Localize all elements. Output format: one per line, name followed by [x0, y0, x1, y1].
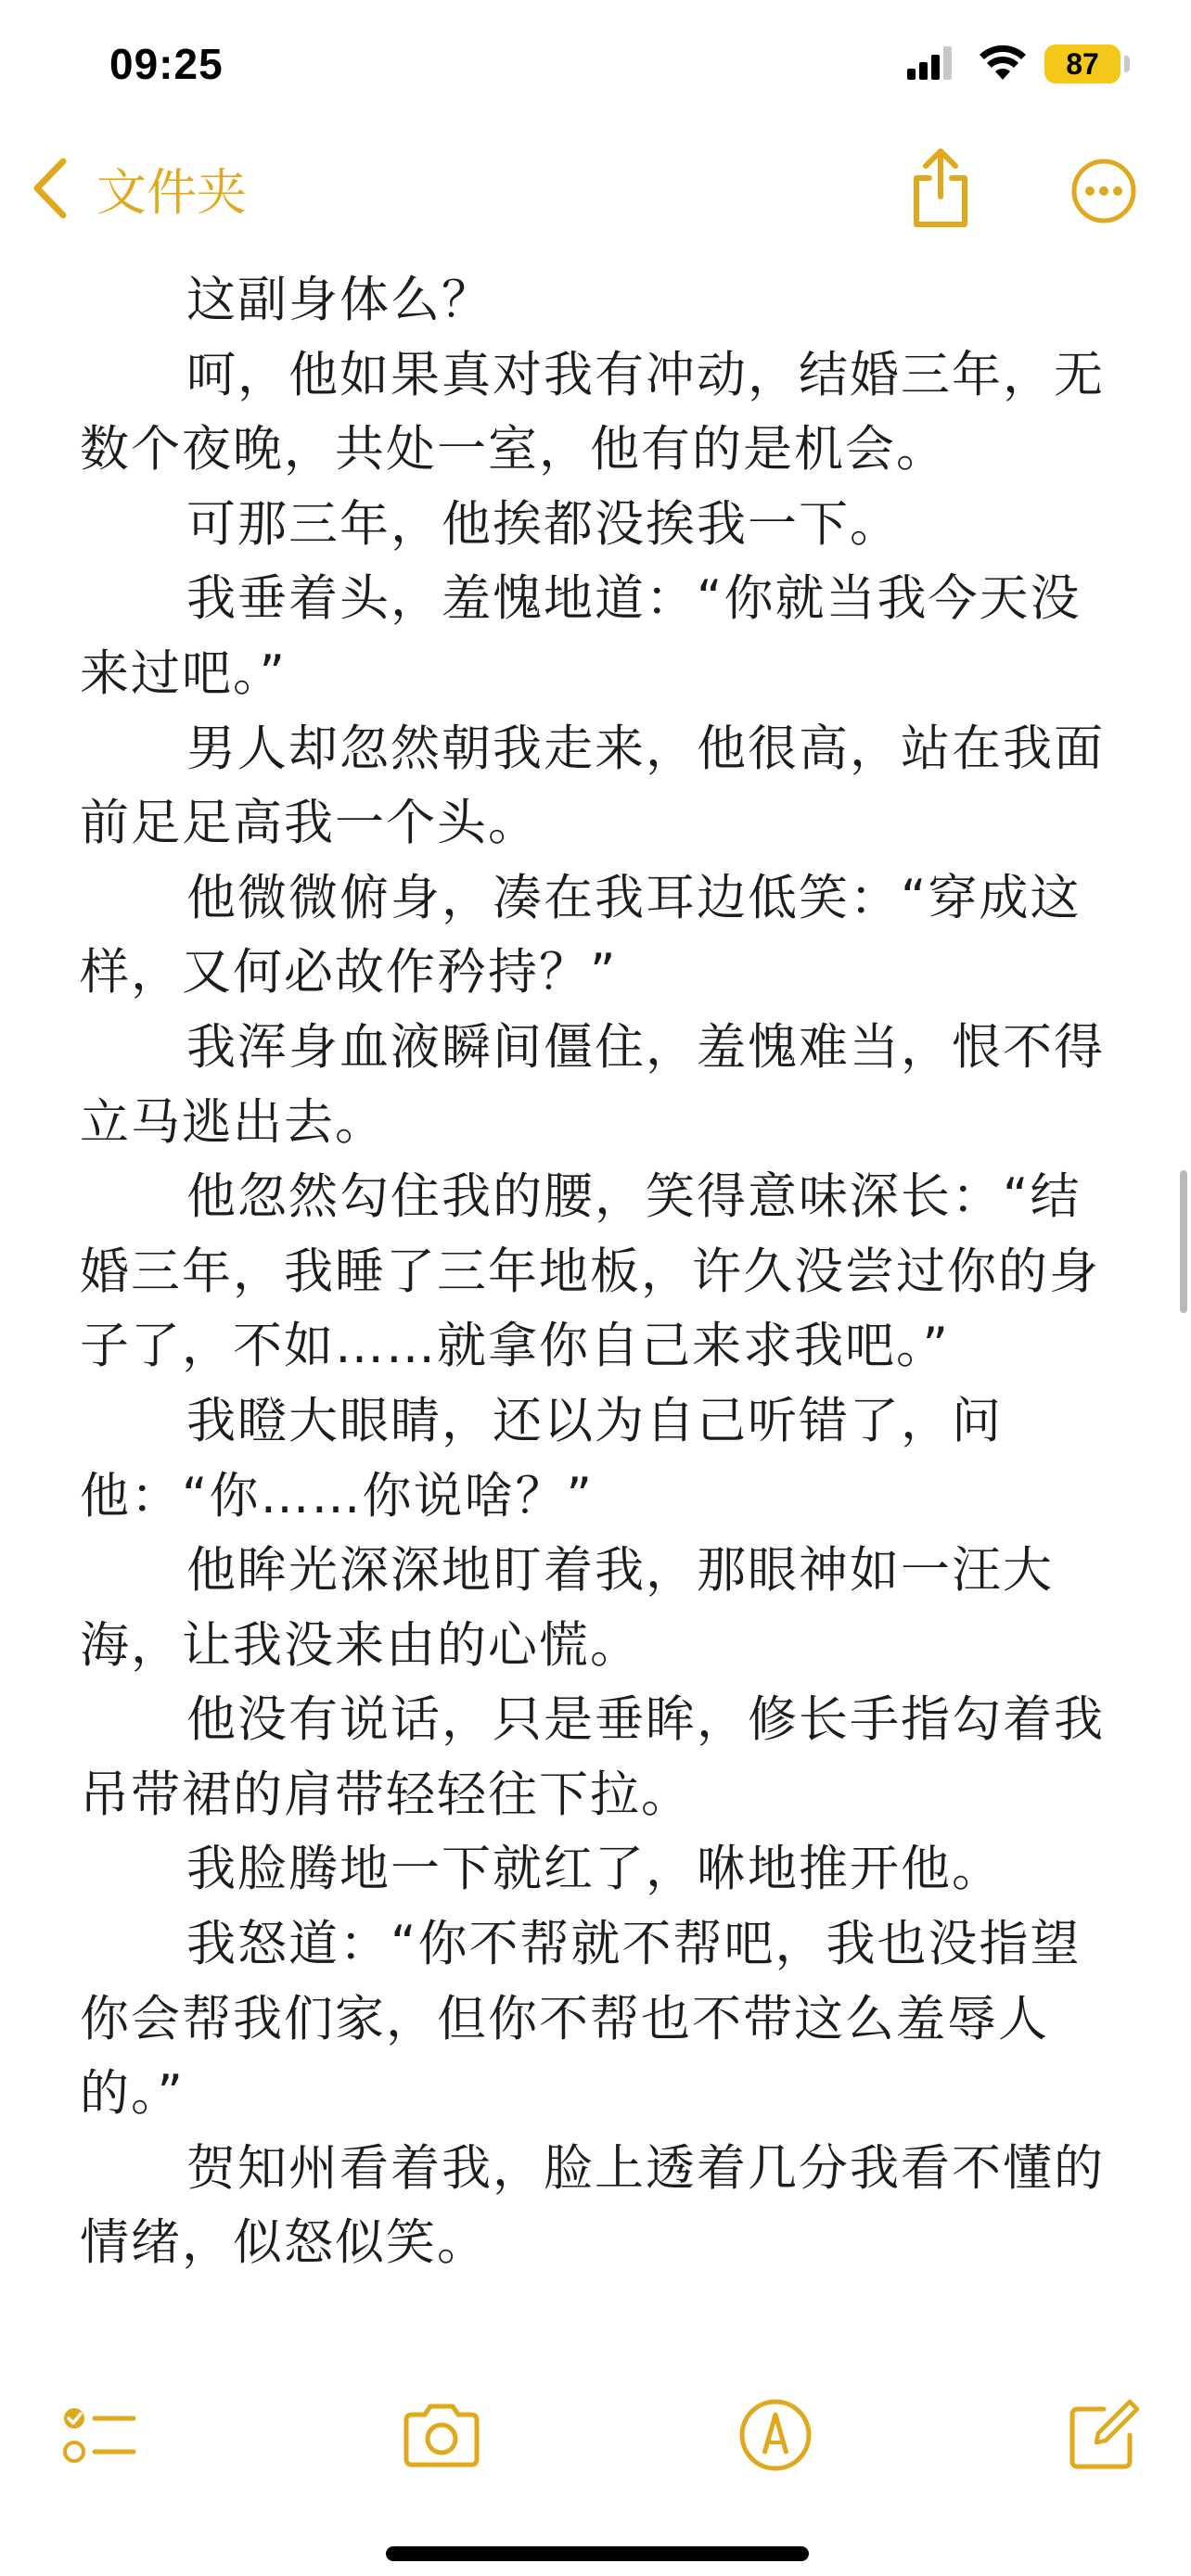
back-button-label: 文件夹 — [96, 162, 247, 222]
chevron-left-icon — [32, 158, 69, 219]
note-paragraph: 我垂着头，羞愧地道：“你就当我今天没来过吧。” — [80, 570, 1082, 702]
note-paragraph: 他忽然勾住我的腰，笑得意味深长：“结婚三年，我睡了三年地板，许久没尝过你的身子了，不如……就拿你自己来求我吧。” — [80, 1168, 1100, 1375]
share-icon[interactable] — [907, 147, 974, 230]
note-paragraph: 呵，他如果真对我有冲动，结婚三年，无数个夜晚，共处一室，他有的是机会。 — [80, 346, 1105, 478]
signal-icon — [907, 46, 954, 80]
battery-icon — [1044, 45, 1121, 83]
status-bar — [0, 0, 1191, 130]
battery-tip — [1124, 56, 1130, 72]
note-paragraph: 男人却忽然朝我走来，他很高，站在我面前足足高我一个头。 — [80, 720, 1105, 852]
wifi-icon — [978, 45, 1028, 82]
note-paragraph: 这副身体么？ — [186, 272, 493, 328]
camera-icon[interactable] — [399, 2396, 484, 2474]
checklist-icon[interactable] — [59, 2396, 137, 2474]
note-paragraph: 我瞪大眼睛，还以为自己听错了，问他：“你……你说啥？” — [80, 1392, 1003, 1524]
note-paragraph: 我浑身血液瞬间僵住，羞愧难当，恨不得立马逃出去。 — [80, 1018, 1105, 1151]
back-button[interactable] — [32, 156, 247, 221]
note-paragraph: 贺知州看着我，脸上透着几分我看不懂的情绪，似怒似笑。 — [80, 2139, 1105, 2272]
navigation-bar — [0, 130, 1191, 250]
note-paragraph: 可那三年，他挨都没挨我一下。 — [186, 495, 901, 553]
note-paragraph: 他微微俯身，凑在我耳边低笑：“穿成这样，又何必故作矜持？” — [80, 869, 1082, 1001]
note-paragraph: 他没有说话，只是垂眸，修长手指勾着我吊带裙的肩带轻轻往下拉。 — [80, 1691, 1105, 1823]
status-time: 09:25 — [109, 40, 224, 88]
markup-icon[interactable] — [736, 2396, 814, 2474]
note-paragraph: 他眸光深深地盯着我，那眼神如一汪大海，让我没来由的心慌。 — [80, 1542, 1054, 1674]
scroll-indicator[interactable] — [1180, 1170, 1187, 1313]
compose-icon[interactable] — [1065, 2396, 1143, 2474]
note-paragraph: 我脸腾地一下就红了，咻地推开他。 — [186, 1841, 1003, 1898]
more-icon[interactable] — [1070, 158, 1137, 224]
note-paragraph: 我怒道：“你不帮就不帮吧，我也没指望你会帮我们家，但你不帮也不带这么羞辱人的。” — [80, 1916, 1082, 2123]
note-body[interactable] — [80, 263, 1121, 2281]
battery-level: 87 — [1066, 46, 1099, 81]
bottom-toolbar — [0, 2374, 1191, 2494]
home-indicator[interactable] — [386, 2546, 809, 2561]
